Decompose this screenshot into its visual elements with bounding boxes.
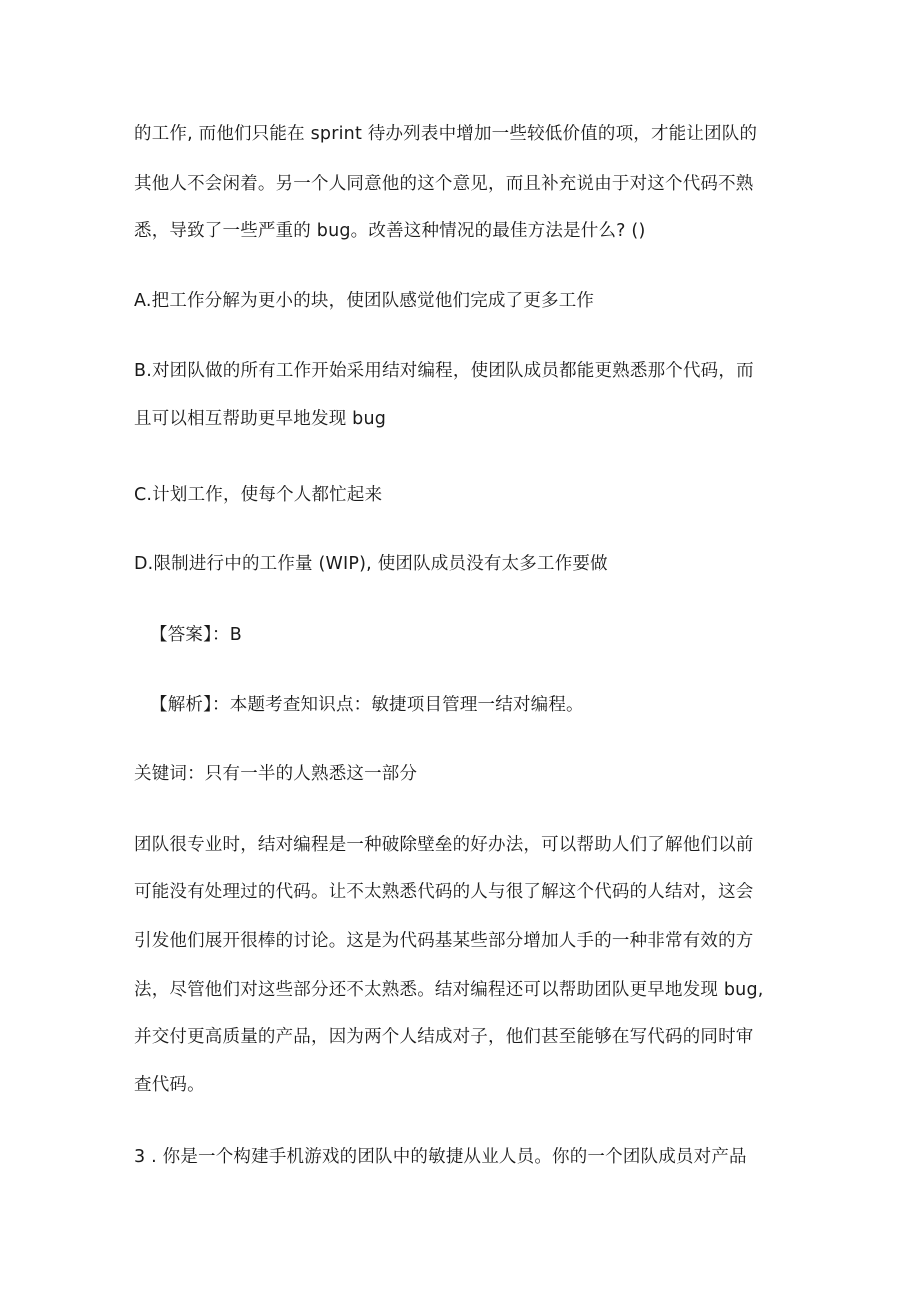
explanation-line-4: 法，尽管他们对这些部分还不太熟悉。结对编程还可以帮助团队更早地发现 bug, (134, 980, 764, 1000)
explanation-line-5: 并交付更高质量的产品，因为两个人结成对子，他们甚至能够在写代码的同时审 (134, 1027, 754, 1047)
question-text-line-1: 的工作, 而他们只能在 sprint 待办列表中增加一些较低价值的项，才能让团队的 (134, 124, 758, 144)
option-c: C.计划工作，使每个人都忙起来 (134, 485, 383, 505)
keywords-line: 关键词：只有一半的人熟悉这一部分 (134, 764, 418, 784)
explanation-line-1: 团队很专业时，结对编程是一种破除壁垒的好办法，可以帮助人们了解他们以前 (134, 835, 754, 855)
explanation-line-3: 引发他们展开很棒的讨论。这是为代码基某些部分增加人手的一种非常有效的方 (134, 931, 754, 951)
next-question-line: 3 . 你是一个构建手机游戏的团队中的敏捷从业人员。你的一个团队成员对产品 (134, 1147, 747, 1167)
option-b-line-1: B.对团队做的所有工作开始采用结对编程，使团队成员都能更熟悉那个代码，而 (134, 361, 754, 381)
option-d: D.限制进行中的工作量 (WIP), 使团队成员没有太多工作要做 (134, 554, 608, 574)
explanation-line-2: 可能没有处理过的代码。让不太熟悉代码的人与很了解这个代码的人结对，这会 (134, 882, 754, 902)
answer-label: 【答案】：B (150, 625, 242, 645)
explanation-line-6: 查代码。 (134, 1075, 205, 1095)
question-text-line-3: 悉，导致了一些严重的 bug。改善这种情况的最佳方法是什么? () (134, 221, 646, 241)
analysis-label: 【解析】：本题考查知识点：敏捷项目管理一结对编程。 (150, 695, 584, 715)
question-text-line-2: 其他人不会闲着。另一个人同意他的这个意见，而且补充说由于对这个代码不熟 (134, 174, 754, 194)
option-a: A.把工作分解为更小的块，使团队感觉他们完成了更多工作 (134, 291, 595, 311)
option-b-line-2: 且可以相互帮助更早地发现 bug (134, 409, 387, 429)
